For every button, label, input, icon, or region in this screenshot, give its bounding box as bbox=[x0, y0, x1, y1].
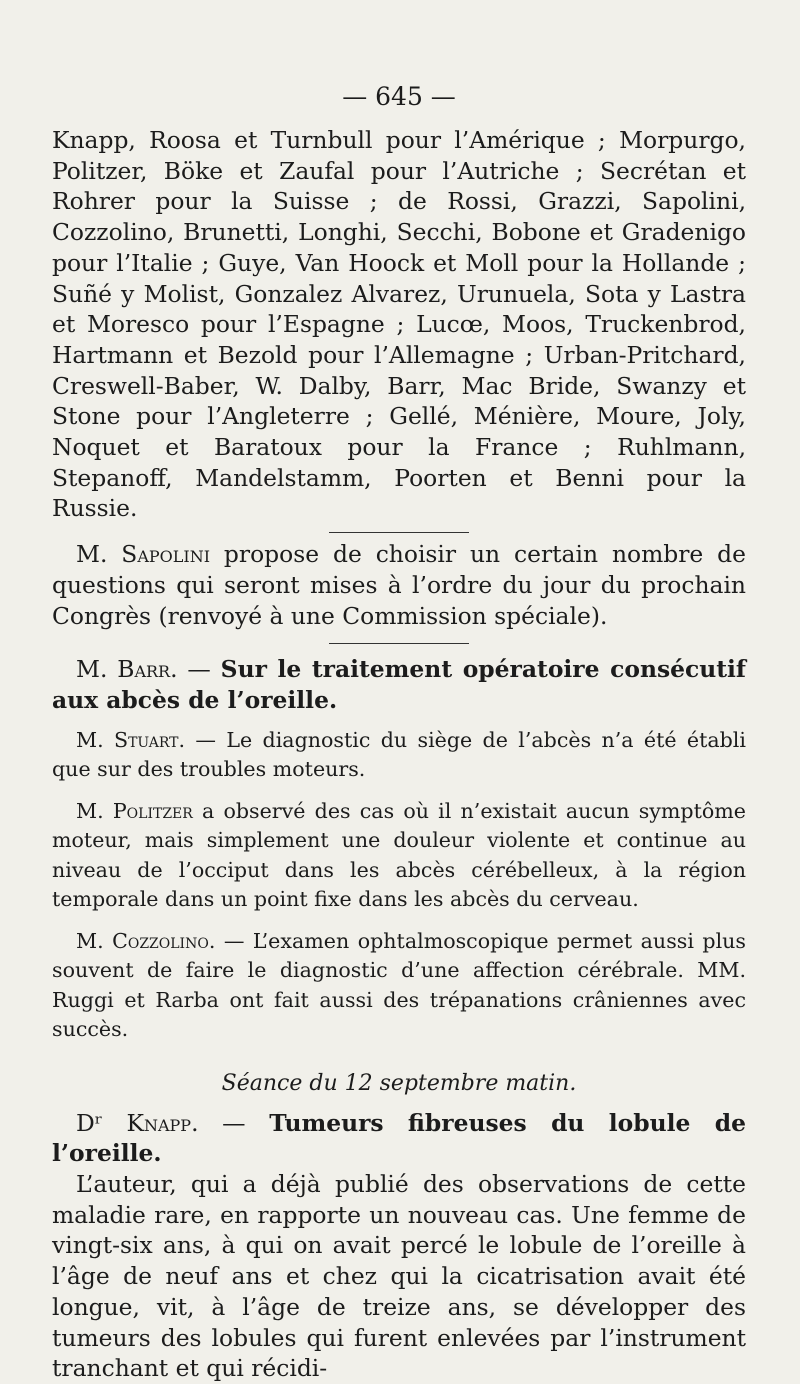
dash: — bbox=[198, 1108, 270, 1137]
paragraph-text: — Le diagnostic du siège de l’abcès n’a été établi que sur des troubles moteurs. bbox=[52, 727, 746, 782]
separator-rule bbox=[329, 643, 469, 644]
speaker-name: M. Cozzolino. bbox=[76, 928, 216, 953]
speaker-name: M. Barr. bbox=[76, 655, 178, 684]
delegates-paragraph: Knapp, Roosa et Turnbull pour l’Amérique ; Morpurgo, Politzer, Böke et Zaufal pour l’Autriche ; Secrétan et Rohrer pour la Suisse ; de Rossi, Grazzi, Sapolini, Cozzolino, Brunetti, Longhi, Secchi, Bobone et Gradenigo pour l’Italie ; Guye, Van Hoock et Moll pour la Hollande ; Suñé y Molist, Gonzalez Alvarez, Urunuela, Sota y Lastra et Moresco pour l’Espagne ; Lucœ, Moos, Truckenbrod, Hartmann et Bezold pour l’Allemagne ; Urban-Pritchard, Creswell-Baber, W. Dalby, Barr, Mac Bride, Swanzy et Stone pour l’Angleterre ; Gellé, Ménière, Moure, Joly, Noquet et Baratoux pour la France ; Ruhlmann, Stepanoff, Mandelstamm, Poorten et Benni pour la Russie. bbox=[52, 126, 746, 523]
barr-heading bbox=[52, 654, 746, 715]
page-number: — 645 — bbox=[342, 82, 456, 111]
speaker-name: Dʳ Knapp. bbox=[76, 1108, 199, 1137]
session-heading: Séance du 12 septembre matin. bbox=[221, 1070, 577, 1096]
separator-rule bbox=[329, 532, 469, 533]
stuart-paragraph bbox=[52, 726, 746, 785]
knapp-heading bbox=[52, 1108, 746, 1169]
politzer-paragraph bbox=[52, 797, 746, 915]
section-title: Sur le traitement opératoire consécutif aux abcès de l’oreille. bbox=[52, 655, 746, 714]
section-title: Tumeurs fibreuses du lobule de l’oreille. bbox=[52, 1108, 746, 1168]
knapp-paragraph: L’auteur, qui a déjà publié des observations de cette maladie rare, en rapporte un nouveau cas. Une femme de vingt-six ans, à qui on avait percé le lobule de l’oreille à l’âge de neuf ans et chez qui la cicatrisation avait été longue, vit, à l’âge de treize ans, se développer des tumeurs des lobules qui furent enlevées par l’instrument tranchant et qui récidi- bbox=[52, 1170, 746, 1383]
speaker-name: M. Sapolini bbox=[76, 540, 211, 569]
paragraph-text: propose de choisir un certain nombre de questions qui seront mises à l’ordre du jour du prochain Congrès (renvoyé à une Commission spéciale). bbox=[52, 540, 746, 630]
cozzolino-paragraph bbox=[52, 927, 746, 1045]
speaker-name: M. Politzer bbox=[76, 798, 193, 823]
speaker-name: M. Stuart. bbox=[76, 727, 186, 752]
sapolini-paragraph bbox=[52, 539, 746, 631]
paragraph-text: — L’examen ophtalmoscopique permet aussi plus souvent de faire le diagnostic d’une affection cérébrale. MM. Ruggi et Rarba ont fait aussi des trépanations crâniennes avec succès. bbox=[52, 928, 746, 1042]
dash: — bbox=[177, 655, 221, 684]
document-page bbox=[52, 82, 746, 1384]
paragraph-text: a observé des cas où il n’existait aucun symptôme moteur, mais simplement une douleur violente et continue au niveau de l’occiput dans les abcès cérébelleux, à la région temporale dans un point fixe dans les abcès du cerveau. bbox=[52, 798, 746, 912]
